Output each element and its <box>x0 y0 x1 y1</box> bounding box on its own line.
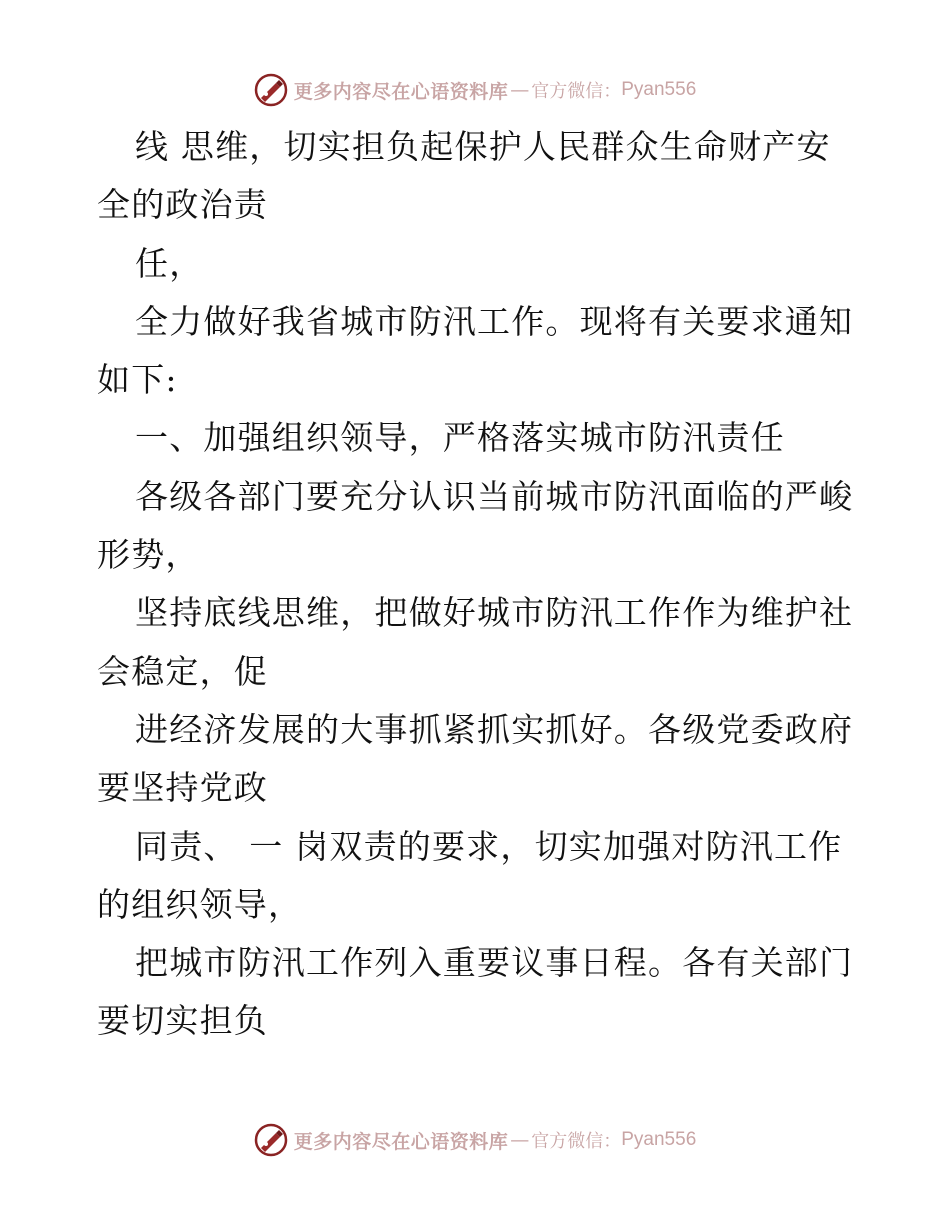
pen-logo-icon <box>254 73 288 107</box>
text-line: 同责、 一 岗双责的要求，切实加强对防汛工作 <box>135 826 843 866</box>
banner-dash: — <box>510 1129 530 1151</box>
text-line: 形势， <box>97 535 200 575</box>
text-line: 线 思维，切实担负起保护人民群众生命财产安 <box>135 127 831 166</box>
header-watermark <box>0 70 950 110</box>
text-line: 会稳定，促 <box>97 651 268 691</box>
banner-text: 更多内容尽在心语资料库 <box>293 1130 509 1153</box>
text-line: 全力做好我省城市防汛工作。现将有关要求通知 <box>135 301 854 341</box>
banner-wechat-label: 官方微信： <box>531 1131 622 1152</box>
text-line: 要切实担负 <box>97 1001 268 1041</box>
text-line: 各级各部门要充分认识当前城市防汛面临的严峻 <box>135 476 854 516</box>
text-line: 任， <box>135 243 204 283</box>
banner-dash: — <box>510 79 530 101</box>
pen-logo-icon <box>254 1123 288 1157</box>
section-heading: 一、加强组织领导，严格落实城市防汛责任 <box>135 418 785 458</box>
text-line: 全的政治责 <box>97 185 268 225</box>
text-line: 的组织领导， <box>97 884 303 924</box>
banner-wechat-id: Pyan556 <box>621 79 697 100</box>
text-line: 把城市防汛工作列入重要议事日程。各有关部门 <box>135 943 854 983</box>
text-line: 如下: <box>97 360 178 400</box>
document-body <box>97 118 867 1051</box>
text-line: 进经济发展的大事抓紧抓实抓好。各级党委政府 <box>135 709 854 749</box>
text-line: 要坚持党政 <box>97 768 268 808</box>
footer-watermark <box>0 1120 950 1160</box>
banner-wechat-id: Pyan556 <box>621 1129 697 1150</box>
banner-text: 更多内容尽在心语资料库 <box>293 80 509 103</box>
text-line: 坚持底线思维，把做好城市防汛工作作为维护社 <box>135 593 854 633</box>
banner-wechat-label: 官方微信： <box>531 81 622 102</box>
